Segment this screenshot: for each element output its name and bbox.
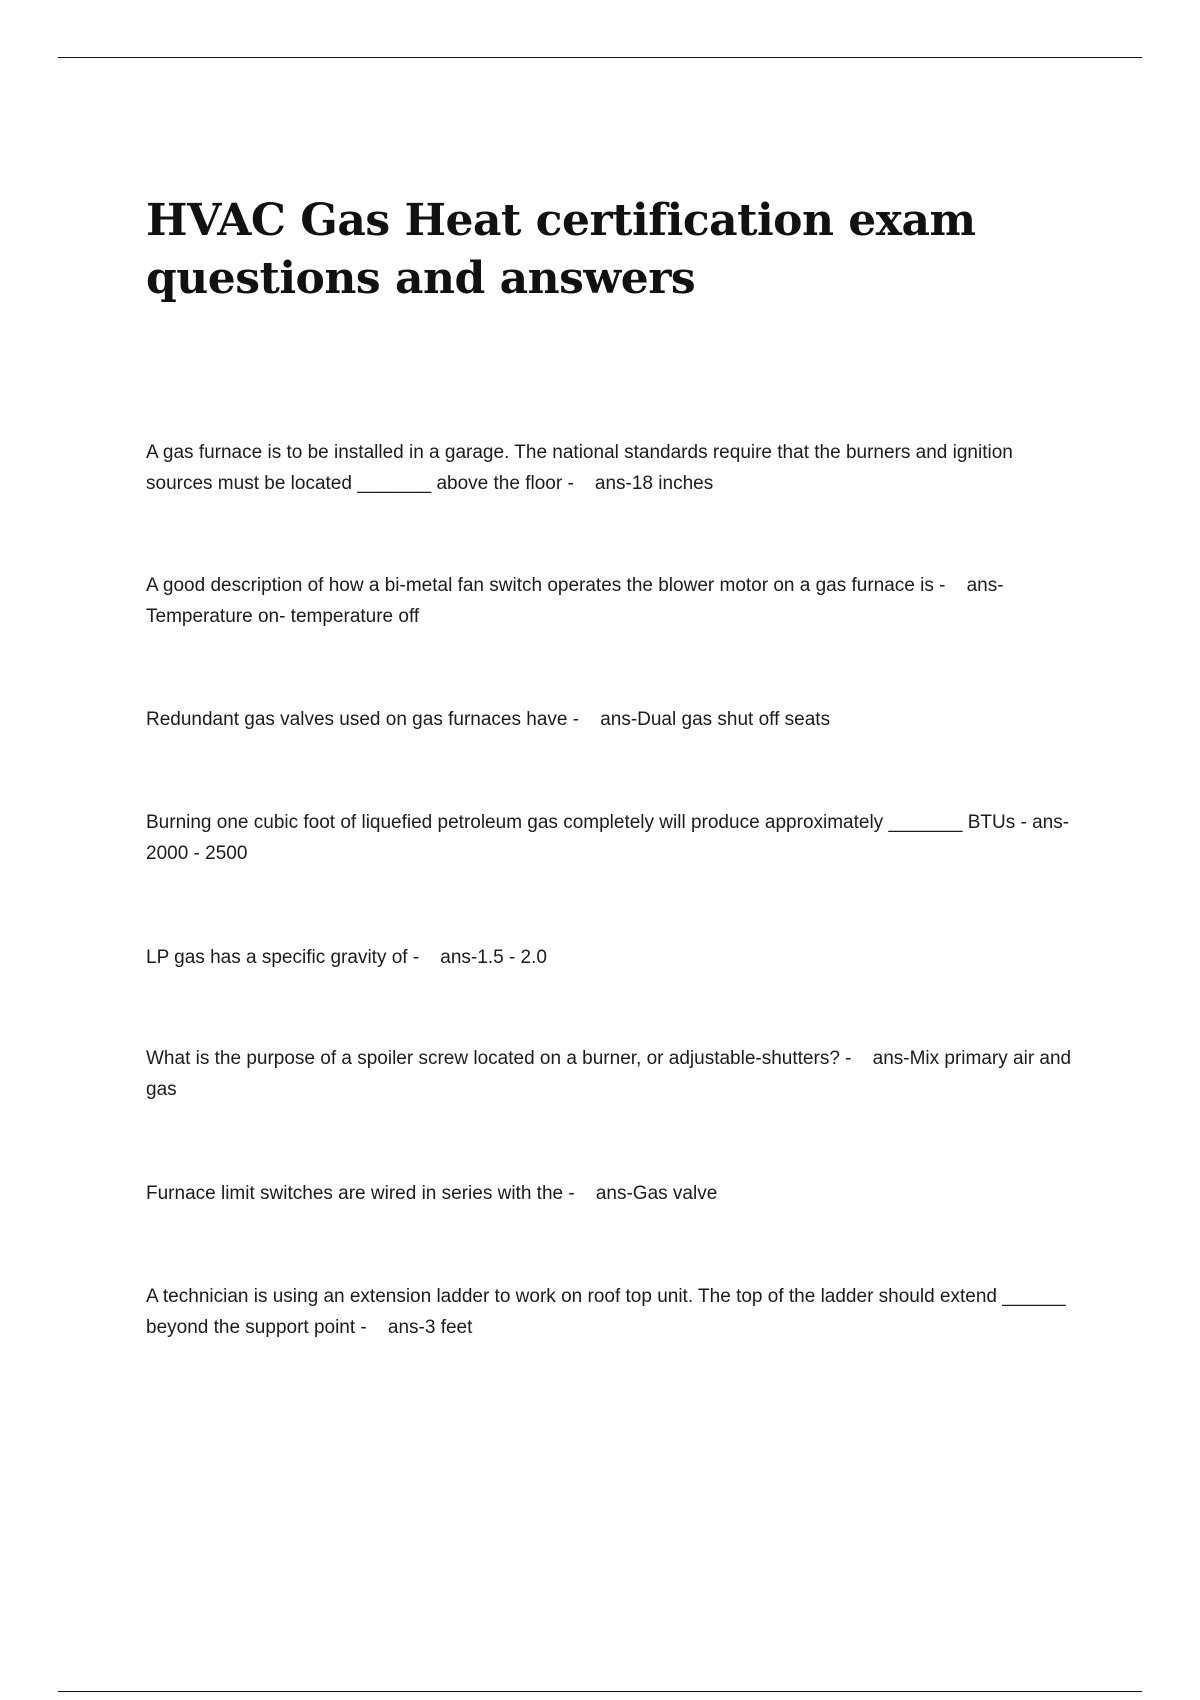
- question-text: What is the purpose of a spoiler screw located on a burner, or adjustable-shutters? -: [146, 1048, 852, 1069]
- answer-text: ans-18 inches: [594, 473, 714, 494]
- answer-text: ans-Mix primary air and gas: [146, 1048, 1072, 1100]
- qa-item: [146, 704, 1081, 735]
- qa-item: [146, 807, 1081, 869]
- question-text: A technician is using an extension ladder to work on roof top unit. The top of the ladder should extend ______ beyond the support point -: [146, 1286, 1066, 1338]
- question-text: Burning one cubic foot of liquefied petroleum gas completely will produce approximately _______ BTUs -: [146, 812, 1027, 833]
- qa-item: [146, 1043, 1081, 1105]
- answer-text: ans-Gas valve: [595, 1183, 718, 1204]
- qa-item: [146, 942, 1081, 973]
- question-text: Redundant gas valves used on gas furnaces have -: [146, 709, 580, 730]
- document-title: HVAC Gas Heat certification exam questions and answers: [146, 195, 976, 304]
- question-text: A gas furnace is to be installed in a garage. The national standards require that the burners and ignition sources must be located _______ above the floor -: [146, 442, 1013, 494]
- question-text: Furnace limit switches are wired in series with the -: [146, 1183, 575, 1204]
- qa-item: [146, 437, 1081, 499]
- answer-text: ans-2000 - 2500: [146, 812, 1070, 864]
- qa-item: [146, 1281, 1081, 1343]
- top-rule: [58, 57, 1142, 58]
- question-text: A good description of how a bi-metal fan switch operates the blower motor on a gas furnace is -: [146, 575, 946, 596]
- question-text: LP gas has a specific gravity of -: [146, 947, 420, 968]
- answer-text: ans-3 feet: [387, 1317, 473, 1338]
- qa-item: [146, 1178, 1081, 1209]
- answer-text: ans-Dual gas shut off seats: [600, 709, 831, 730]
- qa-item: [146, 570, 1081, 632]
- answer-text: ans-Temperature on- temperature off: [146, 575, 1004, 627]
- answer-text: ans-1.5 - 2.0: [440, 947, 547, 968]
- bottom-rule: [58, 1691, 1142, 1692]
